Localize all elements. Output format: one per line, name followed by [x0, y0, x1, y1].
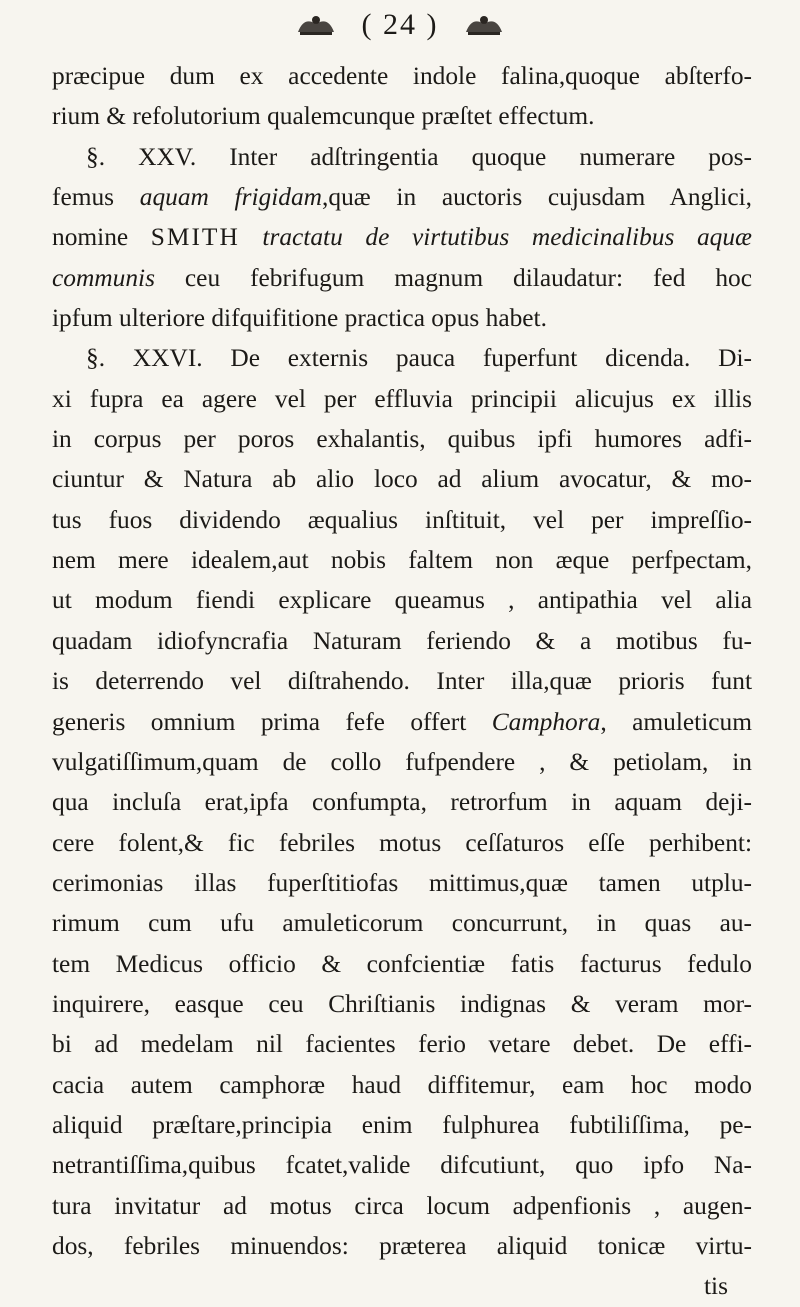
text-line: xi fupra ea agere vel per effluvia principii alicujus ex illis — [52, 384, 752, 413]
left-ornament-icon — [294, 12, 338, 38]
page-number: ( 24 ) — [361, 8, 439, 41]
author-name: SMITH — [150, 223, 240, 252]
text-line: ciuntur & Natura ab alio loco ad alium avocatur, & mo- — [52, 465, 752, 494]
text-line: ut modum fiendi explicare queamus , antipathia vel alia — [52, 586, 752, 615]
section-heading-line: §. XXV. Inter adſtringentia quoque numerare pos- — [86, 142, 752, 171]
section-heading-line: §. XXVI. De externis pauca fuperfunt dicenda. Di- — [86, 344, 752, 373]
text-line: præcipue dum ex accedente indole falina,quoque abſterfo- — [52, 62, 752, 90]
text-line: in corpus per poros exhalantis, quibus ipfi humores adfi- — [52, 425, 752, 454]
text-line: rium & refolutorium qualemcunque præſtet effectum. — [52, 102, 595, 131]
text-line: tus fuos dividendo æqualius inſtituit, vel per impreſſio- — [52, 505, 752, 534]
italic-phrase: communis — [52, 263, 155, 292]
text-line: tem Medicus officio & confcientiæ fatis facturus fedulo — [52, 949, 752, 978]
page-header — [0, 8, 800, 42]
right-ornament-icon — [462, 12, 506, 38]
text-line: qua incluſa erat,ipfa confumpta, retrorfum in aquam deji- — [52, 788, 752, 817]
text-line: inquirere, easque ceu Chriſtianis indignas & veram mor- — [52, 989, 752, 1018]
text-line: cacia autem camphoræ haud diffitemur, eam hoc modo — [52, 1070, 752, 1099]
text-line: dos, febriles minuendos: præterea aliquid tonicæ virtu- — [52, 1231, 752, 1260]
text-line: cere folent,& fic febriles motus ceſſaturos eſſe perhibent: — [52, 828, 752, 857]
text-line: communis ceu febrifugum magnum dilaudatur: fed hoc — [52, 263, 752, 292]
text-line: netrantiſſima,quibus fcatet,valide difcutiunt, quo ipfo Na- — [52, 1151, 752, 1180]
text-line: cerimonias illas fuperſtitiofas mittimus,quæ tamen utplu- — [52, 868, 752, 897]
text-body — [52, 56, 752, 1307]
text-line: vulgatiſſimum,quam de collo fufpendere , & petiolam, in — [52, 747, 752, 776]
text-line: is deterrendo vel diſtrahendo. Inter illa,quæ prioris funt — [52, 667, 752, 696]
text-line: femus aquam frigidam,quæ in auctoris cujusdam Anglici, — [52, 183, 752, 212]
italic-phrase: tractatu de virtutibus medicinalibus aquæ — [262, 223, 752, 252]
text-line: bi ad medelam nil facientes ferio vetare debet. De effi- — [52, 1030, 752, 1059]
text-line: aliquid præſtare,principia enim fulphurea fubtiliſſima, pe- — [52, 1110, 752, 1139]
text-line: generis omnium prima fefe offert Camphora, amuleticum — [52, 707, 752, 736]
text-line: nomine SMITH tractatu de virtutibus medicinalibus aquæ — [52, 223, 752, 252]
italic-phrase: Camphora — [491, 707, 601, 736]
italic-phrase: aquam frigidam — [139, 183, 323, 212]
text-line: ipfum ulteriore difquifitione practica opus habet. — [52, 304, 547, 333]
text-line: nem mere idealem,aut nobis faltem non æque perfpectam, — [52, 546, 752, 575]
text-line: rimum cum ufu amuleticorum concurrunt, in quas au- — [52, 909, 752, 938]
text-line: quadam idiofyncrafia Naturam feriendo & a motibus fu- — [52, 626, 752, 655]
catchword: tis — [704, 1272, 728, 1301]
text-line: tura invitatur ad motus circa locum adpenfionis , augen- — [52, 1191, 752, 1220]
